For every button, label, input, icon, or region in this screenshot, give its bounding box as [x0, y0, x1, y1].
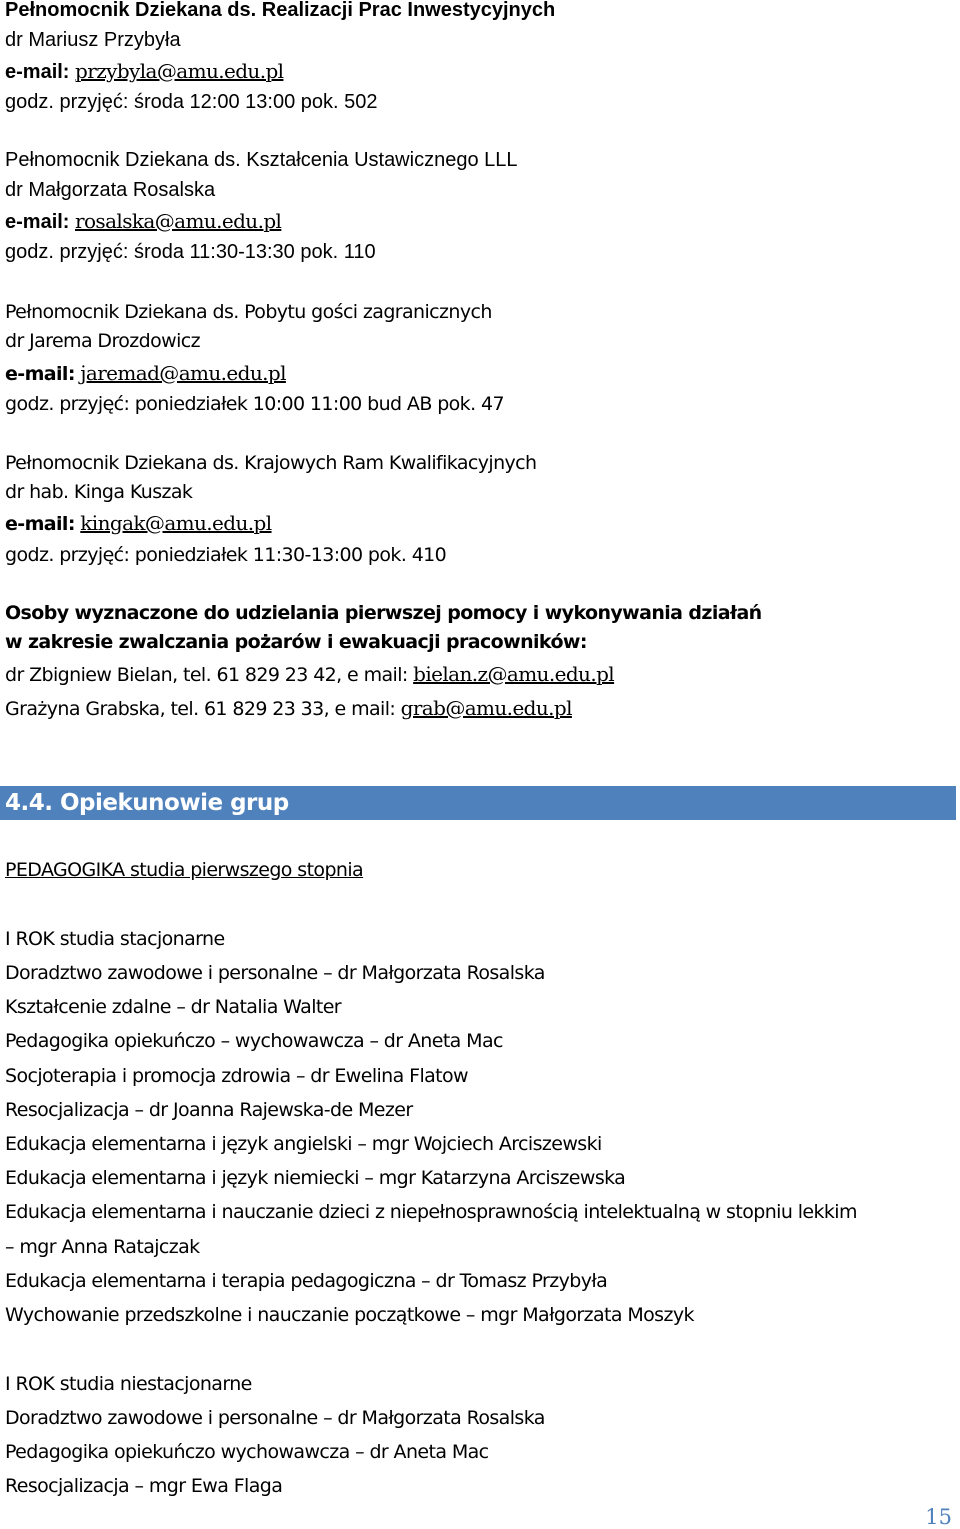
- contact-hours: godz. przyjęć: poniedziałek 11:30-13:00 pok. 410: [5, 544, 447, 566]
- group-heading: I ROK studia stacjonarne: [5, 928, 225, 950]
- section-title: 4.4. Opiekunowie grup: [5, 790, 289, 816]
- contact-role: Pełnomocnik Dziekana ds. Pobytu gości zagranicznych: [5, 301, 492, 323]
- contact-hours: godz. przyjęć: poniedziałek 10:00 11:00 bud AB pok. 47: [5, 393, 504, 415]
- list-item: Edukacja elementarna i nauczanie dzieci z niepełnosprawnością intelektualną w stopniu lekkim: [5, 1201, 857, 1223]
- email-link[interactable]: przybyla@amu.edu.pl: [75, 59, 284, 83]
- list-item: Pedagogika opiekuńczo – wychowawcza – dr Aneta Mac: [5, 1030, 503, 1052]
- contact-name: dr Małgorzata Rosalska: [5, 179, 216, 201]
- first-aid-heading: Osoby wyznaczone do udzielania pierwszej pomocy i wykonywania działań: [5, 602, 762, 624]
- group-heading: I ROK studia niestacjonarne: [5, 1373, 252, 1395]
- first-aid-person: [5, 662, 614, 687]
- list-item: Edukacja elementarna i język niemiecki – mgr Katarzyna Arciszewska: [5, 1167, 626, 1189]
- email-label: e-mail:: [5, 363, 75, 385]
- program-title: PEDAGOGIKA studia pierwszego stopnia: [5, 859, 364, 881]
- list-item: Kształcenie zdalne – dr Natalia Walter: [5, 996, 342, 1018]
- contact-email-line: [5, 209, 281, 234]
- email-link[interactable]: grab@amu.edu.pl: [400, 696, 572, 720]
- page-number: 15: [925, 1505, 952, 1529]
- first-aid-person: [5, 696, 572, 721]
- contact-name: dr Mariusz Przybyła: [5, 29, 181, 51]
- contact-hours: godz. przyjęć: środa 11:30-13:30 pok. 110: [5, 241, 376, 263]
- contact-name: dr hab. Kinga Kuszak: [5, 481, 193, 503]
- contact-email-line: [5, 59, 283, 84]
- person-details: Grażyna Grabska, tel. 61 829 23 33, e mail:: [5, 698, 401, 720]
- list-item: Edukacja elementarna i terapia pedagogiczna – dr Tomasz Przybyła: [5, 1270, 608, 1292]
- email-label: e-mail:: [5, 513, 75, 535]
- contact-name: dr Jarema Drozdowicz: [5, 330, 200, 352]
- list-item: Wychowanie przedszkolne i nauczanie początkowe – mgr Małgorzata Moszyk: [5, 1304, 694, 1326]
- contact-role: Pełnomocnik Dziekana ds. Krajowych Ram Kwalifikacyjnych: [5, 452, 537, 474]
- contact-email-line: [5, 361, 286, 386]
- list-item: Pedagogika opiekuńczo wychowawcza – dr Aneta Mac: [5, 1441, 489, 1463]
- email-link[interactable]: kingak@amu.edu.pl: [80, 511, 272, 535]
- list-item: – mgr Anna Ratajczak: [5, 1236, 200, 1258]
- email-label: e-mail:: [5, 211, 70, 233]
- first-aid-heading: w zakresie zwalczania pożarów i ewakuacji pracowników:: [5, 631, 587, 653]
- email-label: e-mail:: [5, 61, 70, 83]
- contact-email-line: [5, 511, 272, 536]
- email-link[interactable]: rosalska@amu.edu.pl: [75, 209, 282, 233]
- contact-role: Pełnomocnik Dziekana ds. Realizacji Prac Inwestycyjnych: [5, 0, 556, 21]
- email-link[interactable]: jaremad@amu.edu.pl: [80, 361, 286, 385]
- contact-hours: godz. przyjęć: środa 12:00 13:00 pok. 502: [5, 91, 378, 113]
- list-item: Edukacja elementarna i język angielski – mgr Wojciech Arciszewski: [5, 1133, 602, 1155]
- person-details: dr Zbigniew Bielan, tel. 61 829 23 42, e mail:: [5, 664, 414, 686]
- list-item: Doradztwo zawodowe i personalne – dr Małgorzata Rosalska: [5, 1407, 545, 1429]
- list-item: Resocjalizacja – dr Joanna Rajewska-de Mezer: [5, 1099, 413, 1121]
- list-item: Doradztwo zawodowe i personalne – dr Małgorzata Rosalska: [5, 962, 545, 984]
- list-item: Resocjalizacja – mgr Ewa Flaga: [5, 1475, 283, 1497]
- email-link[interactable]: bielan.z@amu.edu.pl: [413, 662, 615, 686]
- list-item: Socjoterapia i promocja zdrowia – dr Ewelina Flatow: [5, 1065, 468, 1087]
- section-banner: [0, 786, 956, 820]
- contact-role: Pełnomocnik Dziekana ds. Kształcenia Ustawicznego LLL: [5, 149, 518, 171]
